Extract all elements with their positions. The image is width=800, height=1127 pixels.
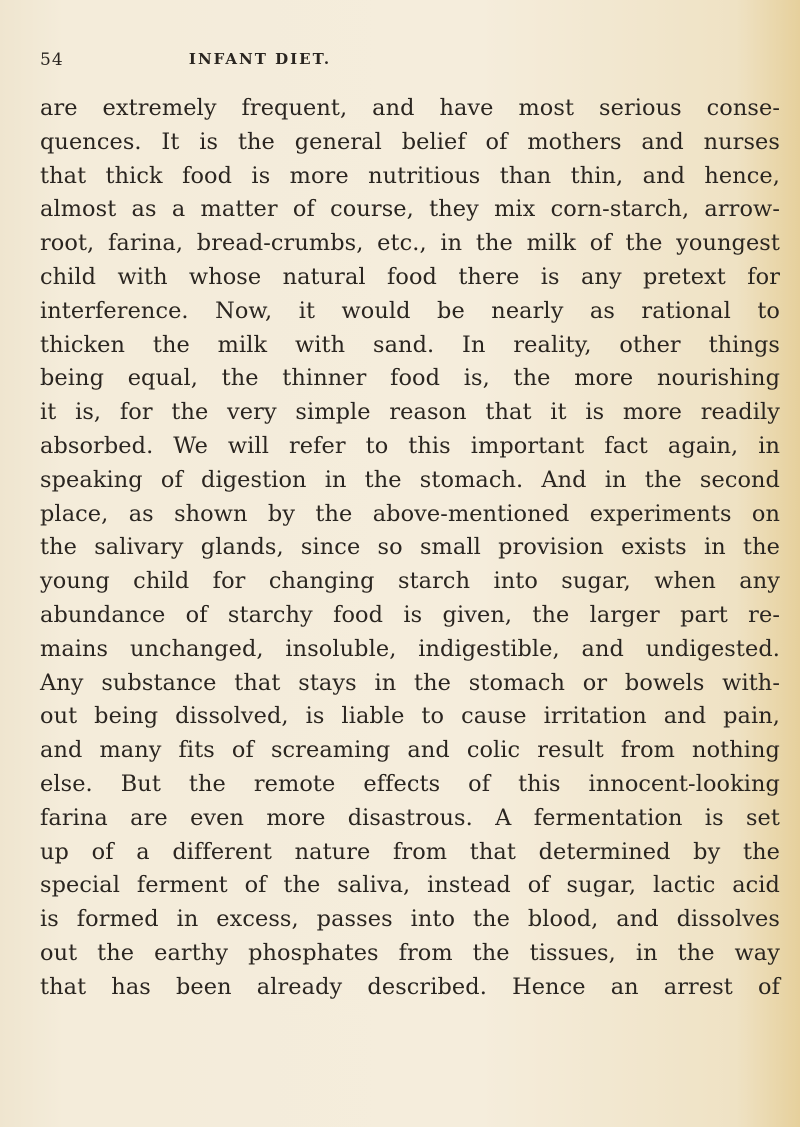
text-line: place, as shown by the above-mentioned experiments on bbox=[40, 500, 780, 527]
text-line: it is, for the very simple reason that it is more readily bbox=[40, 399, 780, 426]
text-line: and many fits of screaming and colic result from nothing bbox=[40, 737, 780, 764]
text-line: up of a different nature from that determined by the bbox=[40, 838, 780, 865]
text-line: mains unchanged, insoluble, indigestible, and undigested. bbox=[40, 635, 780, 662]
text-line: special ferment of the saliva, instead of sugar, lactic acid bbox=[40, 872, 780, 899]
text-line: that has been already described. Hence an arrest of bbox=[40, 973, 780, 1000]
running-head: INFANT DIET. bbox=[188, 50, 332, 68]
page-header bbox=[40, 50, 480, 74]
text-line: Any substance that stays in the stomach or bowels with- bbox=[40, 669, 780, 696]
text-line: out the earthy phosphates from the tissues, in the way bbox=[40, 939, 780, 966]
body-text bbox=[40, 92, 780, 1005]
text-line: being equal, the thinner food is, the more nourishing bbox=[40, 365, 780, 392]
text-line: quences. It is the general belief of mothers and nurses bbox=[40, 128, 780, 155]
text-line: else. But the remote effects of this innocent-looking bbox=[40, 770, 780, 797]
text-line: absorbed. We will refer to this important fact again, in bbox=[40, 432, 780, 459]
text-line: farina are even more disastrous. A fermentation is set bbox=[40, 804, 780, 831]
text-line: is formed in excess, passes into the blood, and dissolves bbox=[40, 906, 780, 933]
text-line: root, farina, bread-crumbs, etc., in the milk of the youngest bbox=[40, 230, 780, 257]
text-line: that thick food is more nutritious than thin, and hence, bbox=[40, 162, 780, 189]
text-line: thicken the milk with sand. In reality, other things bbox=[40, 331, 780, 358]
text-line: child with whose natural food there is any pretext for bbox=[40, 263, 780, 290]
text-line: the salivary glands, since so small provision exists in the bbox=[40, 534, 780, 561]
text-line: almost as a matter of course, they mix corn-starch, arrow- bbox=[40, 196, 780, 223]
text-line: interference. Now, it would be nearly as rational to bbox=[40, 297, 780, 324]
text-line: abundance of starchy food is given, the larger part re- bbox=[40, 601, 780, 628]
text-line: are extremely frequent, and have most serious conse- bbox=[40, 95, 780, 121]
text-line: young child for changing starch into sugar, when any bbox=[40, 568, 780, 595]
text-line: out being dissolved, is liable to cause irritation and pain, bbox=[40, 703, 780, 730]
page-number: 54 bbox=[40, 50, 64, 70]
text-line: speaking of digestion in the stomach. And in the second bbox=[40, 466, 780, 493]
